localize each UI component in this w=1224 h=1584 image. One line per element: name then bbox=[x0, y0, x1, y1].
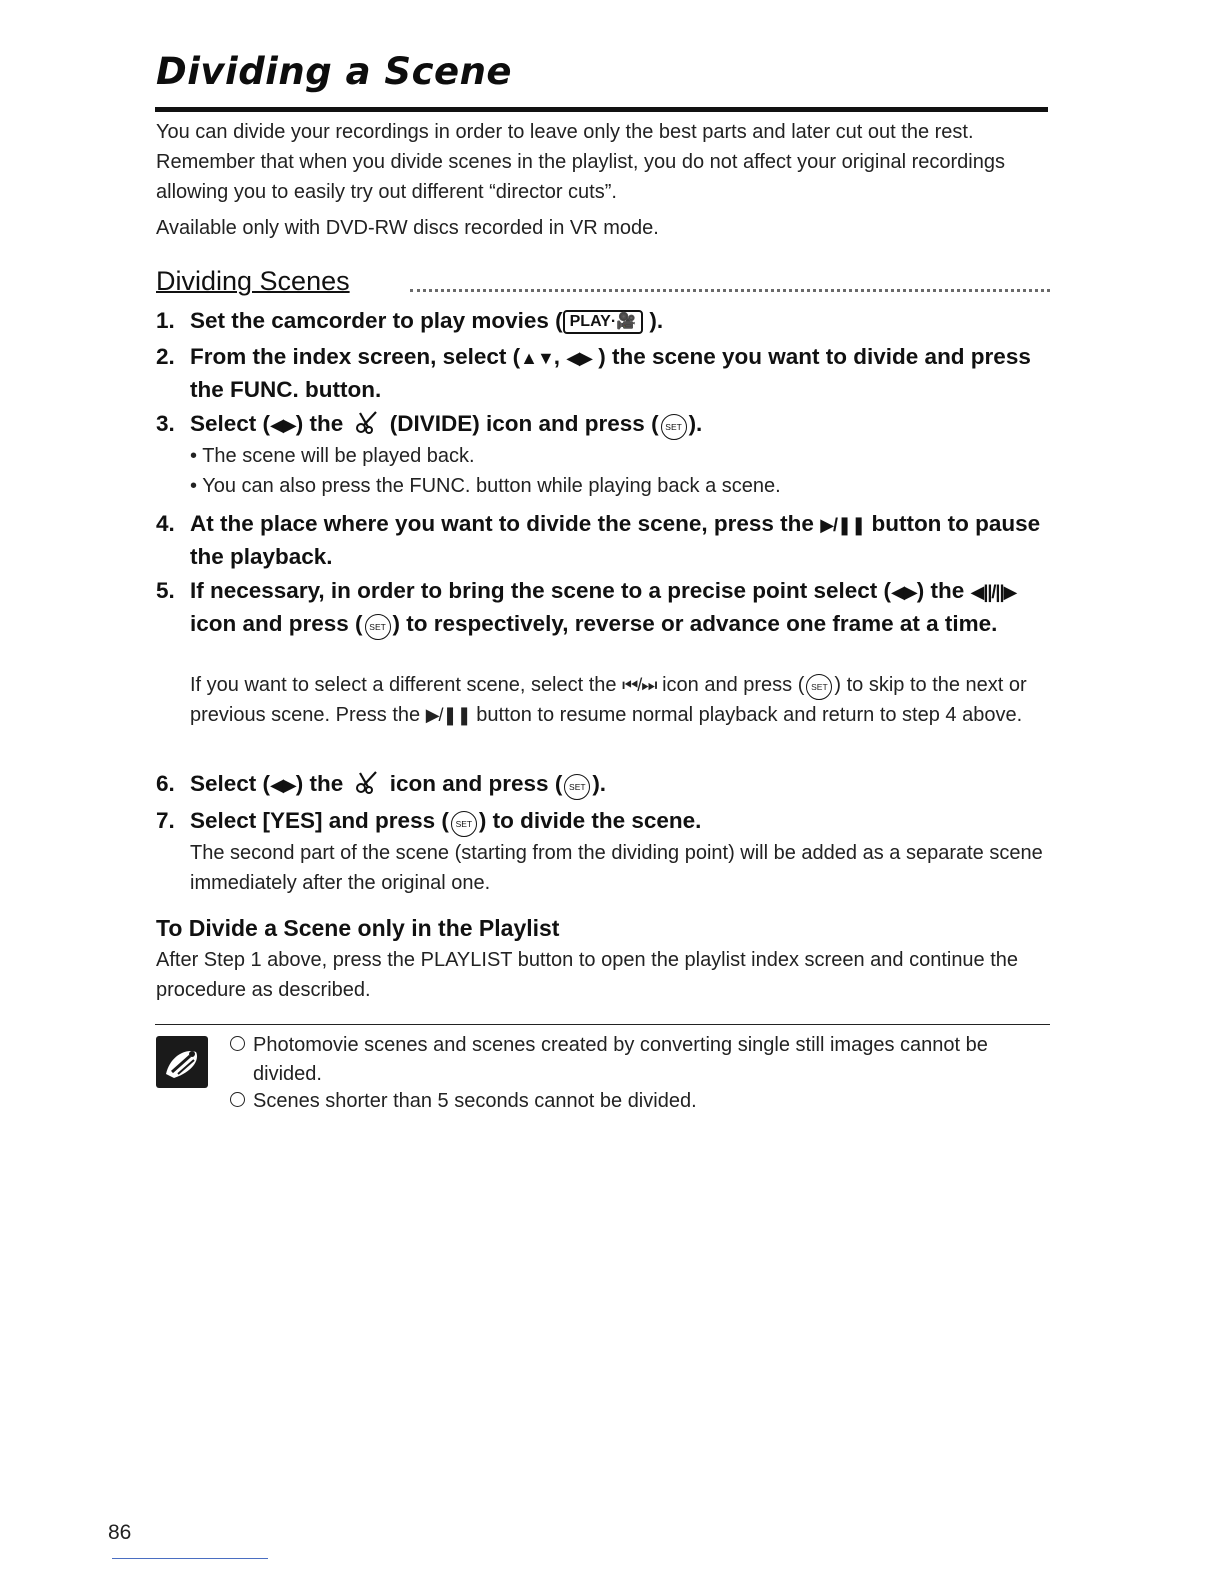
step-text: From the index screen, select ( bbox=[190, 344, 521, 369]
step-text: ) to divide the scene. bbox=[478, 808, 702, 833]
step-6 bbox=[156, 768, 1056, 801]
page-title: Dividing a Scene bbox=[156, 50, 513, 93]
left-right-arrows-icon: ◀▶ bbox=[566, 348, 592, 368]
step-number: 6. bbox=[156, 771, 175, 796]
step-7-note: The second part of the scene (starting from the dividing point) will be added as a separate scene immediately after the original one. bbox=[190, 842, 1043, 894]
set-button-icon: SET bbox=[661, 414, 687, 440]
set-button-icon: SET bbox=[806, 674, 832, 700]
step-number: 1. bbox=[156, 308, 175, 333]
note-text: icon and press ( bbox=[662, 674, 805, 696]
set-button-icon: SET bbox=[365, 614, 391, 640]
step-text: icon and press ( bbox=[190, 611, 363, 636]
play-pause-icon: ▶/❚❚ bbox=[425, 705, 471, 725]
title-rule bbox=[155, 107, 1048, 112]
step-text: button to pause the playback. bbox=[190, 511, 1041, 569]
step-text: ). bbox=[592, 771, 607, 796]
memo-pencil-icon bbox=[156, 1036, 208, 1088]
step-text: Select ( bbox=[190, 771, 271, 796]
scissors-icon bbox=[354, 769, 380, 795]
step-text: ) the scene you want to divide and press the FUNC. button. bbox=[190, 344, 1031, 402]
step-2 bbox=[156, 341, 1056, 405]
page-number: 86 bbox=[108, 1521, 132, 1544]
left-right-arrows-icon: ◀▶ bbox=[891, 582, 917, 602]
step-3-bullet: • You can also press the FUNC. button while playing back a scene. bbox=[190, 475, 781, 497]
step-3-bullet: • The scene will be played back. bbox=[190, 445, 475, 467]
note-item bbox=[230, 1087, 1050, 1116]
circle-bullet-icon bbox=[230, 1036, 245, 1051]
step-text: ) the bbox=[916, 578, 965, 603]
step-number: 5. bbox=[156, 578, 175, 603]
note-item-text: Photomovie scenes and scenes created by converting single still images cannot be divided. bbox=[253, 1034, 988, 1085]
note-item bbox=[230, 1031, 1050, 1089]
set-button-icon: SET bbox=[564, 774, 590, 800]
step-7 bbox=[156, 805, 1056, 837]
step-text: ) the bbox=[295, 771, 344, 796]
section-dotted-rule bbox=[410, 289, 1050, 292]
note-text: If you want to select a different scene, select the bbox=[190, 674, 617, 696]
step-number: 7. bbox=[156, 808, 175, 833]
play-mode-badge: PLAY·🎥 bbox=[563, 310, 643, 334]
step-text: Select [YES] and press ( bbox=[190, 808, 449, 833]
step-text: If necessary, in order to bring the scene to a precise point select ( bbox=[190, 578, 892, 603]
section-heading: Dividing Scenes bbox=[156, 266, 350, 296]
frame-step-icon: ◀||/||▶ bbox=[970, 582, 1017, 602]
note-text: button to resume normal playback and return to step 4 above. bbox=[476, 704, 1023, 726]
availability-note: Available only with DVD-RW discs recorded in VR mode. bbox=[156, 217, 659, 239]
step-text: ) to respectively, reverse or advance one frame at a time. bbox=[392, 611, 998, 636]
step-text: Set the camcorder to play movies ( bbox=[190, 308, 563, 333]
footer-rule bbox=[112, 1558, 268, 1559]
left-right-arrows-icon: ◀▶ bbox=[270, 415, 296, 435]
step-text: At the place where you want to divide the scene, press the bbox=[190, 511, 814, 536]
step-5 bbox=[156, 575, 1056, 640]
step-5-note bbox=[190, 670, 1050, 730]
skip-icon: ⏮/⏭ bbox=[622, 675, 657, 695]
step-text: ). bbox=[688, 411, 703, 436]
scissors-icon bbox=[354, 409, 380, 435]
step-text: icon and press ( bbox=[389, 771, 563, 796]
notes-rule bbox=[155, 1024, 1050, 1025]
note-item-text: Scenes shorter than 5 seconds cannot be divided. bbox=[253, 1090, 697, 1112]
step-4 bbox=[156, 508, 1056, 572]
playlist-paragraph: After Step 1 above, press the PLAYLIST button to open the playlist index screen and continue the procedure as described. bbox=[156, 949, 1019, 1001]
intro-paragraph: You can divide your recordings in order to leave only the best parts and later cut out the rest. Remember that when you divide scenes in the playlist, you do not affect your original recordings allowing you to easily try out different “director cuts”. bbox=[156, 121, 1005, 203]
set-button-icon: SET bbox=[451, 811, 477, 837]
step-number: 4. bbox=[156, 511, 175, 536]
step-text: , bbox=[553, 344, 561, 369]
step-text: (DIVIDE) icon and press ( bbox=[389, 411, 659, 436]
step-text: ) the bbox=[295, 411, 344, 436]
step-3 bbox=[156, 408, 1056, 441]
step-number: 3. bbox=[156, 411, 175, 436]
step-number: 2. bbox=[156, 344, 175, 369]
step-text: Select ( bbox=[190, 411, 271, 436]
left-right-arrows-icon: ◀▶ bbox=[270, 775, 296, 795]
circle-bullet-icon bbox=[230, 1092, 245, 1107]
step-1 bbox=[156, 305, 1056, 336]
playlist-subheading: To Divide a Scene only in the Playlist bbox=[156, 915, 560, 941]
step-text: ). bbox=[649, 308, 664, 333]
note-text: ) to skip to the next or previous scene. Press the bbox=[190, 674, 1027, 726]
play-pause-icon: ▶/❚❚ bbox=[820, 515, 866, 535]
up-down-arrows-icon: ▲▼ bbox=[520, 348, 554, 368]
